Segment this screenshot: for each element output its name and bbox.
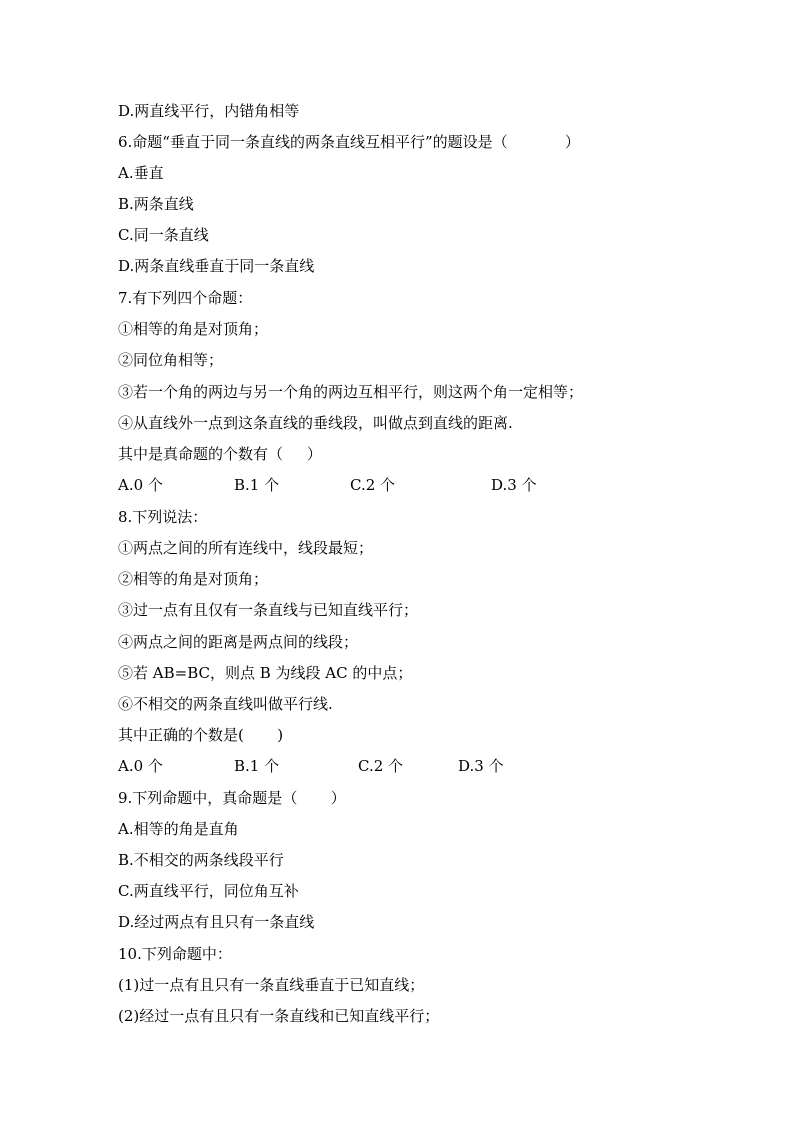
q7-question: 其中是真命题的个数有（ ） <box>118 445 322 463</box>
q7-option-b: B.1 个 <box>234 476 280 494</box>
q6-option-c: C.同一条直线 <box>118 226 209 244</box>
q7-statement-2: ②同位角相等； <box>118 351 224 369</box>
q7-statement-3: ③若一个角的两边与另一个角的两边互相平行，则这两个角一定相等； <box>118 383 584 401</box>
q7-stem: 7.有下列四个命题： <box>118 289 253 307</box>
q5-option-d: D.两直线平行，内错角相等 <box>118 102 300 120</box>
q6-stem: 6.命题“垂直于同一条直线的两条直线互相平行”的题设是（ ） <box>118 133 580 151</box>
q8-option-c: C.2 个 <box>358 757 404 775</box>
q8-option-d: D.3 个 <box>458 757 504 775</box>
q8-statement-6: ⑥不相交的两条直线叫做平行线. <box>118 695 333 713</box>
q8-statement-2: ②相等的角是对顶角； <box>118 570 269 588</box>
q8-statement-4: ④两点之间的距离是两点间的线段； <box>118 633 359 651</box>
q8-statement-3: ③过一点有且仅有一条直线与已知直线平行； <box>118 601 419 619</box>
q7-option-a: A.0 个 <box>118 476 163 494</box>
q8-statement-5: ⑤若 AB=BC，则点 B 为线段 AC 的中点； <box>118 664 413 682</box>
q8-option-b: B.1 个 <box>234 757 280 775</box>
q8-question: 其中正确的个数是( ) <box>118 726 284 744</box>
q6-option-d: D.两条直线垂直于同一条直线 <box>118 257 315 275</box>
q10-statement-2: (2)经过一点有且只有一条直线和已知直线平行； <box>118 1007 440 1025</box>
q9-option-a: A.相等的角是直角 <box>118 820 239 838</box>
q7-statement-1: ①相等的角是对顶角； <box>118 320 269 338</box>
q6-option-a: A.垂直 <box>118 164 164 182</box>
q7-option-c: C.2 个 <box>350 476 396 494</box>
q9-option-b: B.不相交的两条线段平行 <box>118 851 284 869</box>
q10-stem: 10.下列命题中： <box>118 945 232 963</box>
q8-statement-1: ①两点之间的所有连线中，线段最短； <box>118 539 374 557</box>
q9-option-d: D.经过两点有且只有一条直线 <box>118 913 315 931</box>
q9-option-c: C.两直线平行，同位角互补 <box>118 882 299 900</box>
q6-option-b: B.两条直线 <box>118 195 194 213</box>
q9-stem: 9.下列命题中，真命题是（ ） <box>118 789 346 807</box>
q7-option-d: D.3 个 <box>491 476 537 494</box>
q8-stem: 8.下列说法： <box>118 508 208 526</box>
q7-statement-4: ④从直线外一点到这条直线的垂线段，叫做点到直线的距离. <box>118 414 513 432</box>
q8-option-a: A.0 个 <box>118 757 163 775</box>
q10-statement-1: (1)过一点有且只有一条直线垂直于已知直线； <box>118 976 425 994</box>
